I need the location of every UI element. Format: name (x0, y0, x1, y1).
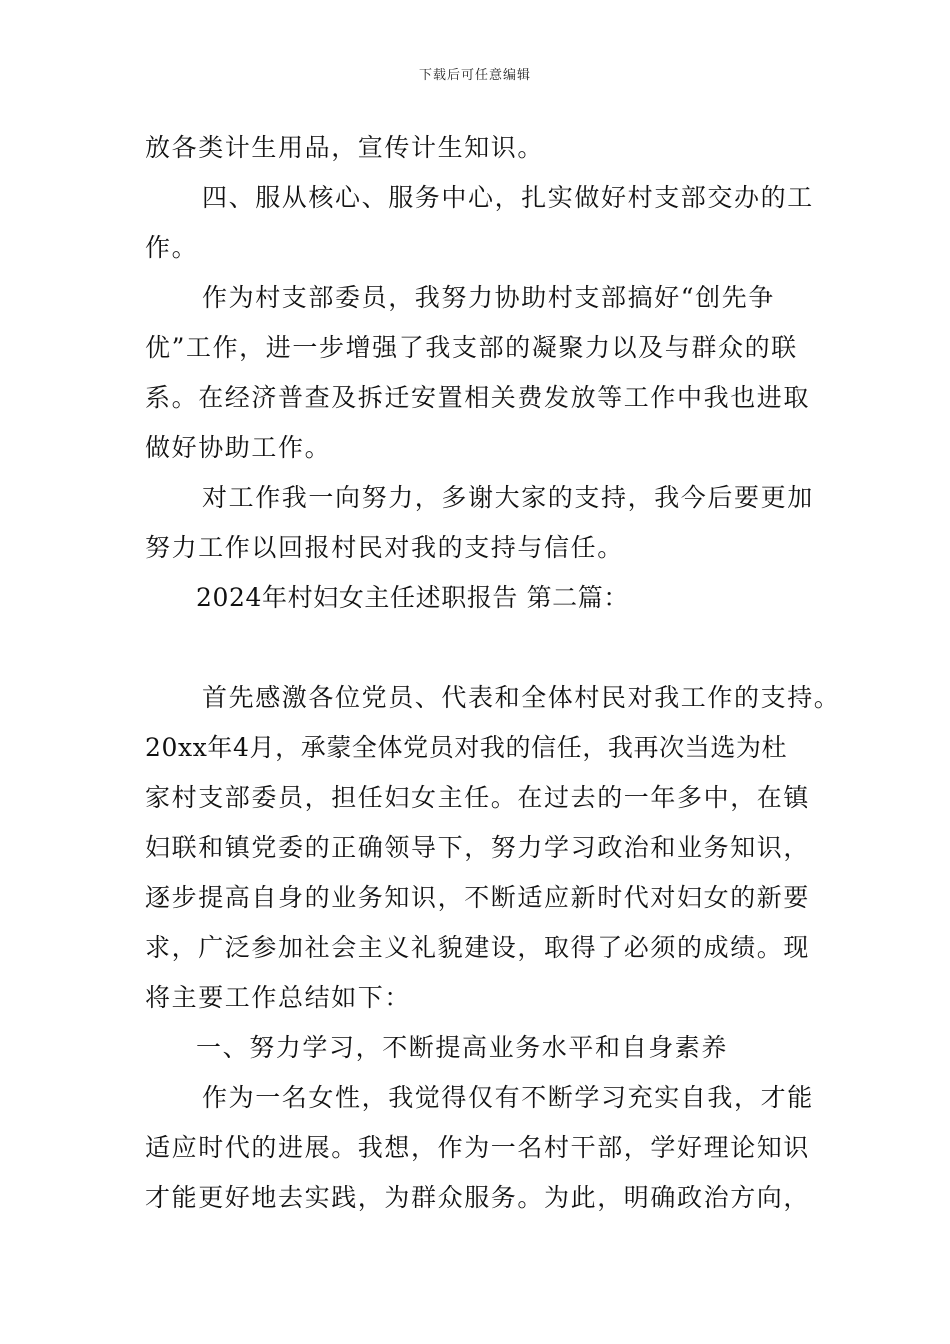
paragraph-line: 作。 (145, 233, 199, 262)
paragraph-line: 求，广泛参加社会主义礼貌建设，取得了必须的成绩。现 (145, 933, 811, 962)
paragraph-line: 首先感激各位党员、代表和全体村民对我工作的支持。 (202, 683, 841, 712)
paragraph-line: 将主要工作总结如下： (145, 983, 412, 1012)
section-heading: 四、服从核心、服务中心，扎实做好村支部交办的工 (202, 183, 814, 212)
paragraph-line: 做好协助工作。 (145, 433, 332, 462)
paragraph-line: 妇联和镇党委的正确领导下，努力学习政治和业务知识， (145, 833, 811, 862)
article-title: 2024年村妇女主任述职报告 第二篇： (196, 583, 629, 612)
paragraph-line: 优”工作，进一步增强了我支部的凝聚力以及与群众的联 (145, 333, 798, 362)
paragraph-line: 努力工作以回报村民对我的支持与信任。 (145, 533, 624, 562)
paragraph-line: 系。在经济普查及拆迁安置相关费发放等工作中我也进取 (145, 383, 811, 412)
section-heading: 一、努力学习，不断提高业务水平和自身素养 (196, 1033, 729, 1062)
paragraph-line: 才能更好地去实践，为群众服务。为此，明确政治方向， (145, 1183, 811, 1212)
paragraph-line: 作为一名女性，我觉得仅有不断学习充实自我，才能 (202, 1083, 814, 1112)
paragraph-line: 逐步提高自身的业务知识，不断适应新时代对妇女的新要 (145, 883, 811, 912)
paragraph-line: 家村支部委员，担任妇女主任。在过去的一年多中，在镇 (145, 783, 811, 812)
paragraph-line: 对工作我一向努力，多谢大家的支持，我今后要更加 (202, 483, 814, 512)
paragraph-line: 适应时代的进展。我想，作为一名村干部，学好理论知识 (145, 1133, 811, 1162)
paragraph-line: 20xx年4月，承蒙全体党员对我的信任，我再次当选为杜 (145, 733, 788, 762)
page-header: 下载后可任意编辑 (418, 68, 531, 83)
paragraph-line: 放各类计生用品，宣传计生知识。 (145, 133, 545, 162)
paragraph-line: 作为村支部委员，我努力协助村支部搞好“创先争 (202, 283, 775, 312)
